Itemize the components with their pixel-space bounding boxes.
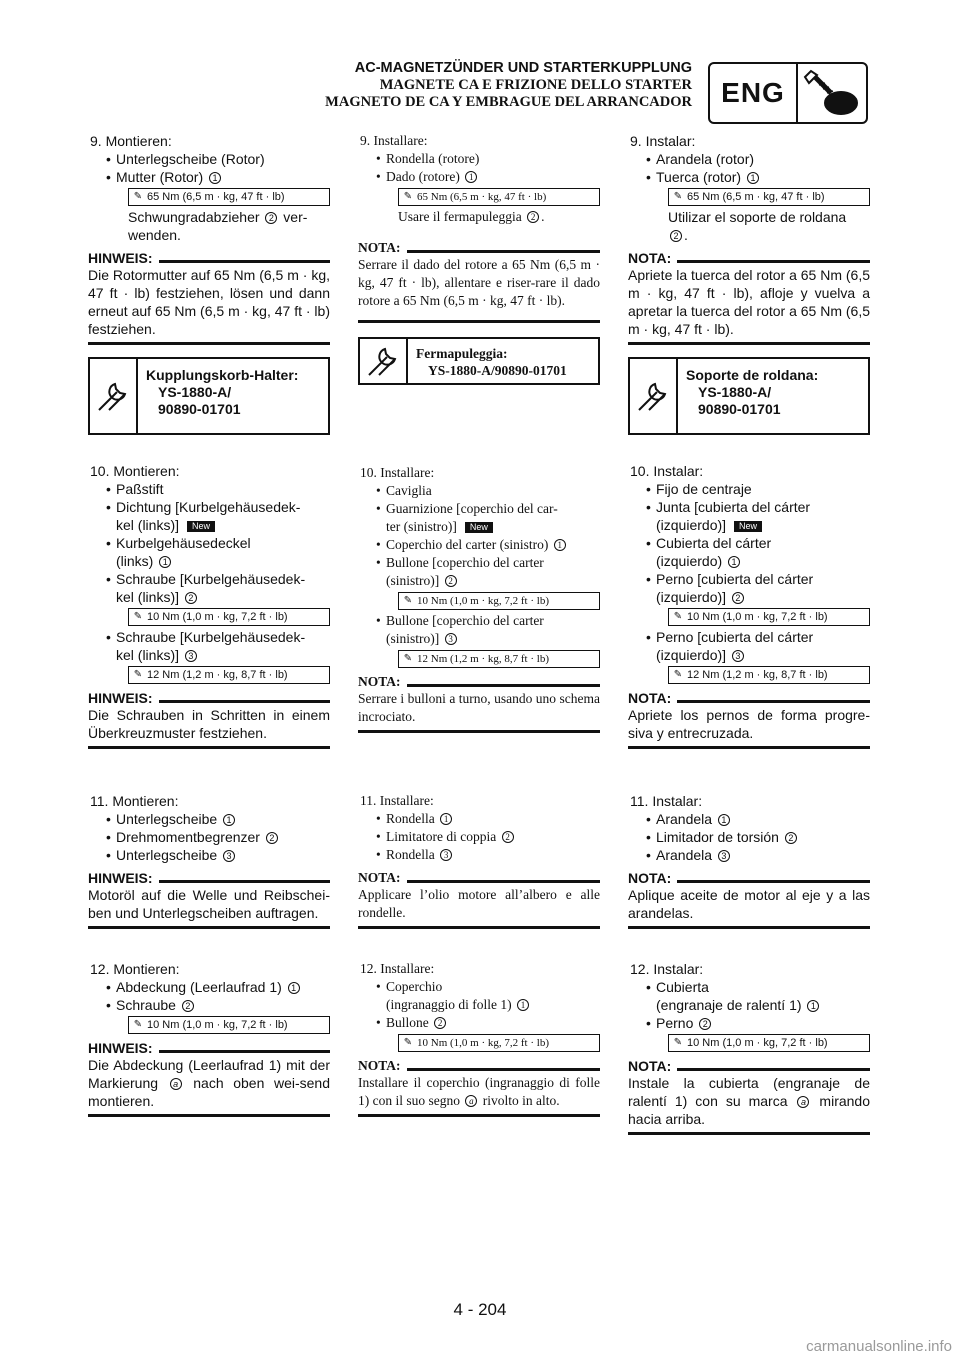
text: ver-	[279, 209, 308, 225]
tool-icon	[90, 359, 136, 433]
item-text: (izquierdo)]	[656, 517, 727, 533]
tool-name: Fermapuleggia:	[416, 346, 508, 361]
item-text: Tuerca (rotor)	[656, 169, 745, 185]
torque-value: 12 Nm (1,2 m · kg, 8,7 ft · lb)	[147, 669, 288, 681]
item-text: Schraube [Kurbelgehäusedek-	[116, 571, 306, 587]
step-heading: 11. Montieren:	[90, 793, 179, 809]
torque-value: 10 Nm (1,0 m · kg, 7,2 ft · lb)	[687, 1037, 828, 1049]
callout-number: 2	[434, 1017, 446, 1029]
item-text: Perno [cubierta del cárter	[656, 571, 814, 587]
item-text: Perno [cubierta del cárter	[656, 629, 814, 645]
tool-part-number: YS-1880-A/	[698, 384, 772, 400]
list-item	[628, 150, 870, 168]
item-text: (izquierdo)]	[656, 647, 730, 663]
item-text: Unterlegscheibe	[116, 811, 222, 827]
list-item	[628, 168, 870, 186]
text: .	[541, 209, 545, 224]
text: .	[684, 227, 688, 243]
torque-spec	[398, 592, 600, 610]
list-item	[88, 480, 330, 498]
es-step-9	[628, 132, 870, 435]
item-text: Abdeckung (Leerlaufrad 1)	[116, 979, 286, 995]
torque-value: 65 Nm (6,5 m · kg, 47 ft · lb)	[147, 191, 285, 203]
note-block	[88, 1040, 330, 1117]
list-item	[358, 168, 600, 186]
torque-wrench-icon: ✎	[403, 191, 413, 202]
callout-number: 1	[440, 813, 452, 825]
list-item	[628, 846, 870, 864]
list-item	[88, 828, 330, 846]
torque-value: 10 Nm (1,0 m · kg, 7,2 ft · lb)	[687, 611, 828, 623]
tool-part-number: 90890-01701	[698, 401, 781, 417]
note-block	[358, 674, 600, 733]
list-item	[358, 554, 600, 590]
item-text: Guarnizione [coperchio del car-	[386, 501, 558, 516]
text: wenden.	[128, 227, 181, 243]
callout-number: 2	[265, 212, 277, 224]
callout-number: 1	[728, 556, 740, 568]
item-text: Cubierta	[656, 979, 709, 995]
list-item	[358, 810, 600, 828]
step-heading: 10. Installare:	[360, 465, 435, 480]
section-badge	[708, 62, 868, 124]
callout-number: 3	[718, 850, 730, 862]
item-text: kel (links)]	[116, 647, 183, 663]
list-item	[358, 612, 600, 648]
note-title: HINWEIS:	[88, 1040, 153, 1056]
list-item	[628, 570, 870, 606]
item-text: Rondella	[386, 847, 439, 862]
list-item	[358, 482, 600, 500]
list-item	[628, 828, 870, 846]
item-text: Schraube [Kurbelgehäusedek-	[116, 629, 306, 645]
torque-spec	[668, 666, 870, 684]
callout-number: 1	[288, 982, 300, 994]
list-item	[88, 846, 330, 864]
page-number: 4 - 204	[453, 1300, 507, 1319]
item-text: Arandela	[656, 811, 716, 827]
list-item	[628, 498, 870, 534]
step-heading: 11. Instalar:	[630, 793, 703, 809]
de-step-12	[88, 960, 330, 1117]
text: Utilizar el soporte de roldana	[668, 209, 847, 225]
de-step-10	[88, 462, 330, 749]
step-heading: 12. Instalar:	[630, 961, 704, 977]
item-text: Fijo de centraje	[656, 481, 752, 497]
tool-icon	[360, 339, 406, 383]
torque-value: 65 Nm (6,5 m · kg, 47 ft · lb)	[417, 191, 547, 203]
callout-number: 3	[185, 650, 197, 662]
list-item	[88, 498, 330, 534]
callout-number: 1	[718, 814, 730, 826]
text: Installare il coperchio (ingranaggio di folle 1) con il suo segno	[358, 1075, 600, 1108]
es-step-10	[628, 462, 870, 749]
note-body: Applicare l’olio motore all’albero e alle rondelle.	[358, 887, 600, 920]
list-item	[88, 810, 330, 828]
torque-wrench-icon: ✎	[673, 669, 683, 680]
callout-number: 2	[185, 592, 197, 604]
torque-value: 10 Nm (1,0 m · kg, 7,2 ft · lb)	[417, 1037, 549, 1049]
item-text: kel (links)]	[116, 517, 180, 533]
note-body: Die Schrauben in Schritten in einem Überkreuzmuster festziehen.	[88, 707, 330, 741]
list-item	[88, 150, 330, 168]
note-body: Die Rotormutter auf 65 Nm (6,5 m · kg, 47 ft · lb) festziehen, lösen und dann erneut auf 65 Nm (6,5 m · kg, 47 ft · lb) festziehen.	[88, 267, 330, 337]
callout-number: 1	[517, 999, 529, 1011]
torque-wrench-icon: ✎	[673, 1037, 683, 1048]
text: nach oben wei-send montieren.	[88, 1075, 330, 1109]
list-item	[628, 534, 870, 570]
text: rivolto in alto.	[479, 1093, 560, 1108]
note-title: NOTA:	[358, 1058, 401, 1073]
item-text: Limitatore di coppia	[386, 829, 500, 844]
note-body	[358, 1074, 600, 1110]
item-text: Junta [cubierta del cárter	[656, 499, 811, 515]
note-block	[358, 240, 600, 323]
callout-number: 2	[266, 832, 278, 844]
callout-number: 3	[440, 849, 452, 861]
special-tool-box	[88, 357, 330, 435]
step-heading: 9. Instalar:	[630, 133, 696, 149]
list-item	[358, 150, 600, 168]
item-text: Arandela	[656, 847, 716, 863]
torque-wrench-icon: ✎	[673, 611, 683, 622]
item-text: Bullone [coperchio del carter	[386, 613, 544, 628]
item-text: Drehmomentbegrenzer	[116, 829, 264, 845]
item-text: (engranaje de ralentí 1)	[656, 997, 806, 1013]
note-block	[88, 870, 330, 929]
callout-number: 3	[223, 850, 235, 862]
callout-number: 3	[732, 650, 744, 662]
new-badge: New	[187, 521, 215, 532]
text: Schwungradabzieher	[128, 209, 264, 225]
torque-spec	[398, 1034, 600, 1052]
watermark[interactable]: carmanualsonline.info	[806, 1338, 952, 1355]
item-text: Rondella	[386, 811, 439, 826]
step-heading: 10. Montieren:	[90, 463, 180, 479]
list-item	[88, 996, 330, 1014]
section-badge-label: ENG	[710, 64, 798, 122]
note-body: Apriete la tuerca del rotor a 65 Nm (6,5 m · kg, 47 ft · lb), afloje y vuelva a apretar la tuerca del rotor a 65 Nm (6,5 m · kg, 47 ft · lb).	[628, 267, 871, 337]
list-item	[358, 500, 600, 536]
callout-number: 1	[209, 172, 221, 184]
step-heading: 12. Montieren:	[90, 961, 180, 977]
tool-name: Soporte de roldana:	[686, 367, 819, 383]
note-body: Apriete los pernos de forma progre-siva y entrecruzada.	[628, 707, 870, 741]
torque-value: 65 Nm (6,5 m · kg, 47 ft · lb)	[687, 191, 825, 203]
list-item	[628, 1014, 870, 1032]
torque-value: 10 Nm (1,0 m · kg, 7,2 ft · lb)	[417, 595, 549, 607]
text: mirando hacia arriba.	[628, 1093, 870, 1127]
callout-number: 1	[747, 172, 759, 184]
callout-number: 1	[807, 1000, 819, 1012]
list-item	[628, 978, 870, 1014]
item-text: Unterlegscheibe	[116, 847, 222, 863]
note-body	[88, 1056, 330, 1110]
callout-number: 2	[502, 831, 514, 843]
item-text: Kurbelgehäusedeckel	[116, 535, 251, 551]
tool-part-number: 90890-01701	[158, 401, 241, 417]
instruction-text	[88, 208, 330, 244]
note-title: NOTA:	[358, 870, 401, 885]
step-heading: 10. Instalar:	[630, 463, 704, 479]
note-body: Motoröl auf die Welle und Reibschei-ben und Unterlegscheiben auftragen.	[88, 887, 330, 921]
note-block	[88, 690, 330, 749]
de-step-9	[88, 132, 330, 435]
torque-spec	[668, 188, 870, 206]
note-body	[628, 1074, 870, 1128]
note-title: HINWEIS:	[88, 250, 153, 266]
page-header	[280, 60, 692, 111]
callout-number: 2	[699, 1018, 711, 1030]
note-block	[358, 1058, 600, 1117]
step-heading: 9. Installare:	[360, 133, 428, 148]
step-heading: 9. Montieren:	[90, 133, 172, 149]
torque-value: 10 Nm (1,0 m · kg, 7,2 ft · lb)	[147, 611, 288, 623]
instruction-text	[358, 208, 600, 226]
list-item	[628, 480, 870, 498]
title-de: AC-MAGNETZÜNDER UND STARTERKUPPLUNG	[354, 60, 692, 76]
torque-spec	[128, 188, 330, 206]
list-item	[88, 168, 330, 186]
callout-number: 2	[182, 1000, 194, 1012]
callout-letter: a	[170, 1078, 182, 1090]
special-tool-box	[628, 357, 870, 435]
torque-value: 12 Nm (1,2 m · kg, 8,7 ft · lb)	[687, 669, 828, 681]
torque-spec	[398, 650, 600, 668]
callout-number: 3	[445, 633, 457, 645]
step-heading: 12. Installare:	[360, 961, 435, 976]
list-item	[88, 978, 330, 996]
note-block	[628, 1058, 870, 1135]
note-title: NOTA:	[628, 690, 672, 706]
callout-number: 2	[785, 832, 797, 844]
es-step-11	[628, 792, 870, 929]
torque-spec	[668, 608, 870, 626]
item-text: (izquierdo)	[656, 553, 727, 569]
title-it: MAGNETE CA E FRIZIONE DELLO STARTER	[379, 77, 692, 93]
note-body: Aplique aceite de motor al eje y a las arandelas.	[628, 887, 870, 921]
torque-wrench-icon: ✎	[133, 669, 143, 680]
list-item	[88, 628, 330, 664]
torque-spec	[668, 1034, 870, 1052]
note-title: NOTA:	[628, 1058, 672, 1074]
item-text: Arandela (rotor)	[656, 151, 755, 167]
list-item	[628, 628, 870, 664]
note-title: NOTA:	[358, 674, 401, 689]
new-badge: New	[734, 521, 762, 532]
note-title: NOTA:	[628, 250, 672, 266]
tool-icon	[630, 359, 676, 433]
note-body: Serrare i bulloni a turno, usando uno schema incrociato.	[358, 691, 600, 724]
torque-value: 12 Nm (1,2 m · kg, 8,7 ft · lb)	[417, 653, 549, 665]
torque-wrench-icon: ✎	[133, 611, 143, 622]
callout-number: 2	[445, 575, 457, 587]
text: Usare il fermapuleggia	[398, 209, 526, 224]
torque-wrench-icon: ✎	[133, 1019, 143, 1030]
list-item	[88, 534, 330, 570]
es-step-12	[628, 960, 870, 1135]
new-badge: New	[465, 522, 493, 533]
note-block	[628, 870, 870, 929]
list-item	[628, 810, 870, 828]
item-text: Unterlegscheibe (Rotor)	[116, 151, 265, 167]
item-text: Coperchio	[386, 979, 443, 994]
callout-number: 2	[732, 592, 744, 604]
item-text: Dado (rotore)	[386, 169, 464, 184]
item-text: Mutter (Rotor)	[116, 169, 208, 185]
item-text: Bullone	[386, 1015, 433, 1030]
torque-spec	[128, 1016, 330, 1034]
torque-spec	[398, 188, 600, 206]
callout-number: 1	[223, 814, 235, 826]
item-text: kel (links)]	[116, 589, 183, 605]
item-text: (ingranaggio di folle 1)	[386, 997, 515, 1012]
item-text: (izquierdo)]	[656, 589, 730, 605]
list-item	[358, 1014, 600, 1032]
torque-wrench-icon: ✎	[673, 191, 683, 202]
callout-number: 1	[554, 539, 566, 551]
item-text: (sinistro)]	[386, 631, 443, 646]
tool-name: Kupplungskorb-Halter:	[146, 367, 299, 383]
list-item	[88, 570, 330, 606]
torque-wrench-icon: ✎	[403, 595, 413, 606]
torque-spec	[128, 608, 330, 626]
item-text: Cubierta del cárter	[656, 535, 772, 551]
torque-value: 10 Nm (1,0 m · kg, 7,2 ft · lb)	[147, 1019, 288, 1031]
callout-number: 2	[670, 230, 682, 242]
callout-number: 1	[159, 556, 171, 568]
instruction-text	[628, 208, 870, 244]
item-text: Caviglia	[386, 483, 432, 498]
it-step-10	[358, 464, 600, 733]
note-block	[628, 250, 870, 345]
list-item	[358, 536, 600, 554]
it-step-9	[358, 132, 600, 385]
tool-part-number: YS-1880-A/	[158, 384, 232, 400]
item-text: Perno	[656, 1015, 698, 1031]
step-heading: 11. Installare:	[360, 793, 434, 808]
special-tool-box	[358, 337, 600, 385]
item-text: ter (sinistro)]	[386, 519, 457, 534]
item-text: Coperchio del carter (sinistro)	[386, 537, 552, 552]
callout-letter: a	[797, 1096, 809, 1108]
note-block	[88, 250, 330, 345]
note-block	[358, 870, 600, 929]
note-block	[628, 690, 870, 749]
note-body: Serrare il dado del rotore a 65 Nm (6,5 m · kg, 47 ft · lb), allentare e riser-rare il dado rotore a 65 Nm (6,5 m · kg, 47 ft · lb).	[358, 257, 600, 308]
text: Instale la cubierta (engranaje de ralentí 1) con su marca	[628, 1075, 870, 1109]
list-item	[358, 846, 600, 864]
it-step-11	[358, 792, 600, 929]
note-title: HINWEIS:	[88, 690, 153, 706]
item-text: Rondella (rotore)	[386, 151, 480, 166]
item-text: Paßstift	[116, 481, 164, 497]
torque-wrench-icon: ✎	[133, 191, 143, 202]
list-item	[358, 978, 600, 1014]
engine-wrench-icon	[798, 64, 866, 122]
callout-number: 1	[465, 171, 477, 183]
callout-number: 2	[527, 211, 539, 223]
title-es: MAGNETO DE CA Y EMBRAGUE DEL ARRANCADOR	[325, 94, 692, 110]
it-step-12	[358, 960, 600, 1117]
torque-wrench-icon: ✎	[403, 653, 413, 664]
item-text: Schraube	[116, 997, 180, 1013]
text: Die Abdeckung (Leerlaufrad 1) mit der Markierung	[88, 1057, 330, 1091]
torque-wrench-icon: ✎	[403, 1037, 413, 1048]
torque-spec	[128, 666, 330, 684]
list-item	[358, 828, 600, 846]
item-text: Dichtung [Kurbelgehäusedek-	[116, 499, 301, 515]
de-step-11	[88, 792, 330, 929]
item-text: (links)	[116, 553, 158, 569]
item-text: (sinistro)]	[386, 573, 443, 588]
note-title: NOTA:	[358, 240, 401, 255]
tool-part-number: YS-1880-A/90890-01701	[428, 363, 567, 378]
item-text: Limitador de torsión	[656, 829, 783, 845]
callout-letter: a	[465, 1095, 477, 1107]
item-text: Bullone [coperchio del carter	[386, 555, 544, 570]
note-title: HINWEIS:	[88, 870, 153, 886]
note-title: NOTA:	[628, 870, 672, 886]
